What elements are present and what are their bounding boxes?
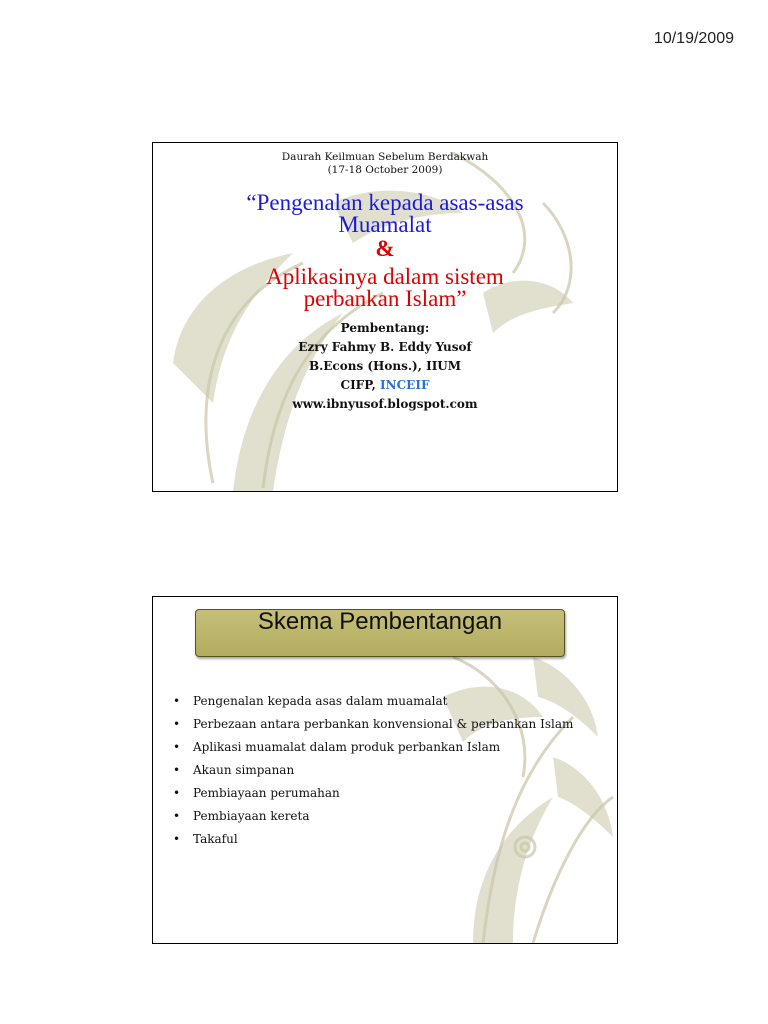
bullet-glyph: • <box>173 809 181 823</box>
slide-title <box>152 142 618 492</box>
list-item-text: Akaun simpanan <box>193 763 295 777</box>
page-date: 10/19/2009 <box>653 30 734 47</box>
bullet-glyph: • <box>173 740 181 754</box>
bullet-glyph: • <box>173 786 181 800</box>
slide-heading: Skema Pembentangan <box>257 608 503 635</box>
list-item <box>167 808 587 824</box>
list-item <box>167 739 587 755</box>
list-item <box>167 831 587 847</box>
title-line-1: “Pengenalan kepada asas-asas <box>246 190 524 215</box>
list-item-text: Pembiayaan kereta <box>193 809 310 823</box>
list-item <box>167 693 587 709</box>
event-name: Daurah Keilmuan Sebelum Berdakwah <box>281 151 489 163</box>
title-line-2: Muamalat <box>338 212 432 237</box>
ampersand: & <box>375 236 395 261</box>
list-item-text: Aplikasi muamalat dalam produk perbankan Islam <box>193 740 501 754</box>
slide-heading-box <box>195 609 565 657</box>
subtitle-line-1: Aplikasinya dalam sistem <box>266 264 504 289</box>
slide-outline <box>152 596 618 944</box>
list-item-text: Pengenalan kepada asas dalam muamalat <box>193 694 448 708</box>
event-date: (17-18 October 2009) <box>327 164 443 176</box>
qualification-2-prefix: CIFP, <box>340 378 376 392</box>
list-item-text: Pembiayaan perumahan <box>193 786 340 800</box>
subtitle-line-2: perbankan Islam” <box>303 286 467 311</box>
qualification-2 <box>153 376 617 395</box>
list-item <box>167 762 587 778</box>
list-item-text: Perbezaan antara perbankan konvensional & perbankan Islam <box>193 717 574 731</box>
qualification-1: B.Econs (Hons.), IIUM <box>308 359 462 373</box>
inceif-link: INCEIF <box>380 378 430 392</box>
presenter-name: Ezry Fahmy B. Eddy Yusof <box>298 340 472 354</box>
bullet-glyph: • <box>173 694 181 708</box>
slide1-content <box>153 143 617 414</box>
list-item <box>167 785 587 801</box>
website: www.ibnyusof.blogspot.com <box>292 397 478 411</box>
bullet-glyph: • <box>173 717 181 731</box>
list-item <box>167 716 587 732</box>
list-item-text: Takaful <box>193 832 238 846</box>
outline-list <box>167 693 587 854</box>
bullet-glyph: • <box>173 763 181 777</box>
presenter-label: Pembentang: <box>340 321 430 335</box>
bullet-glyph: • <box>173 832 181 846</box>
